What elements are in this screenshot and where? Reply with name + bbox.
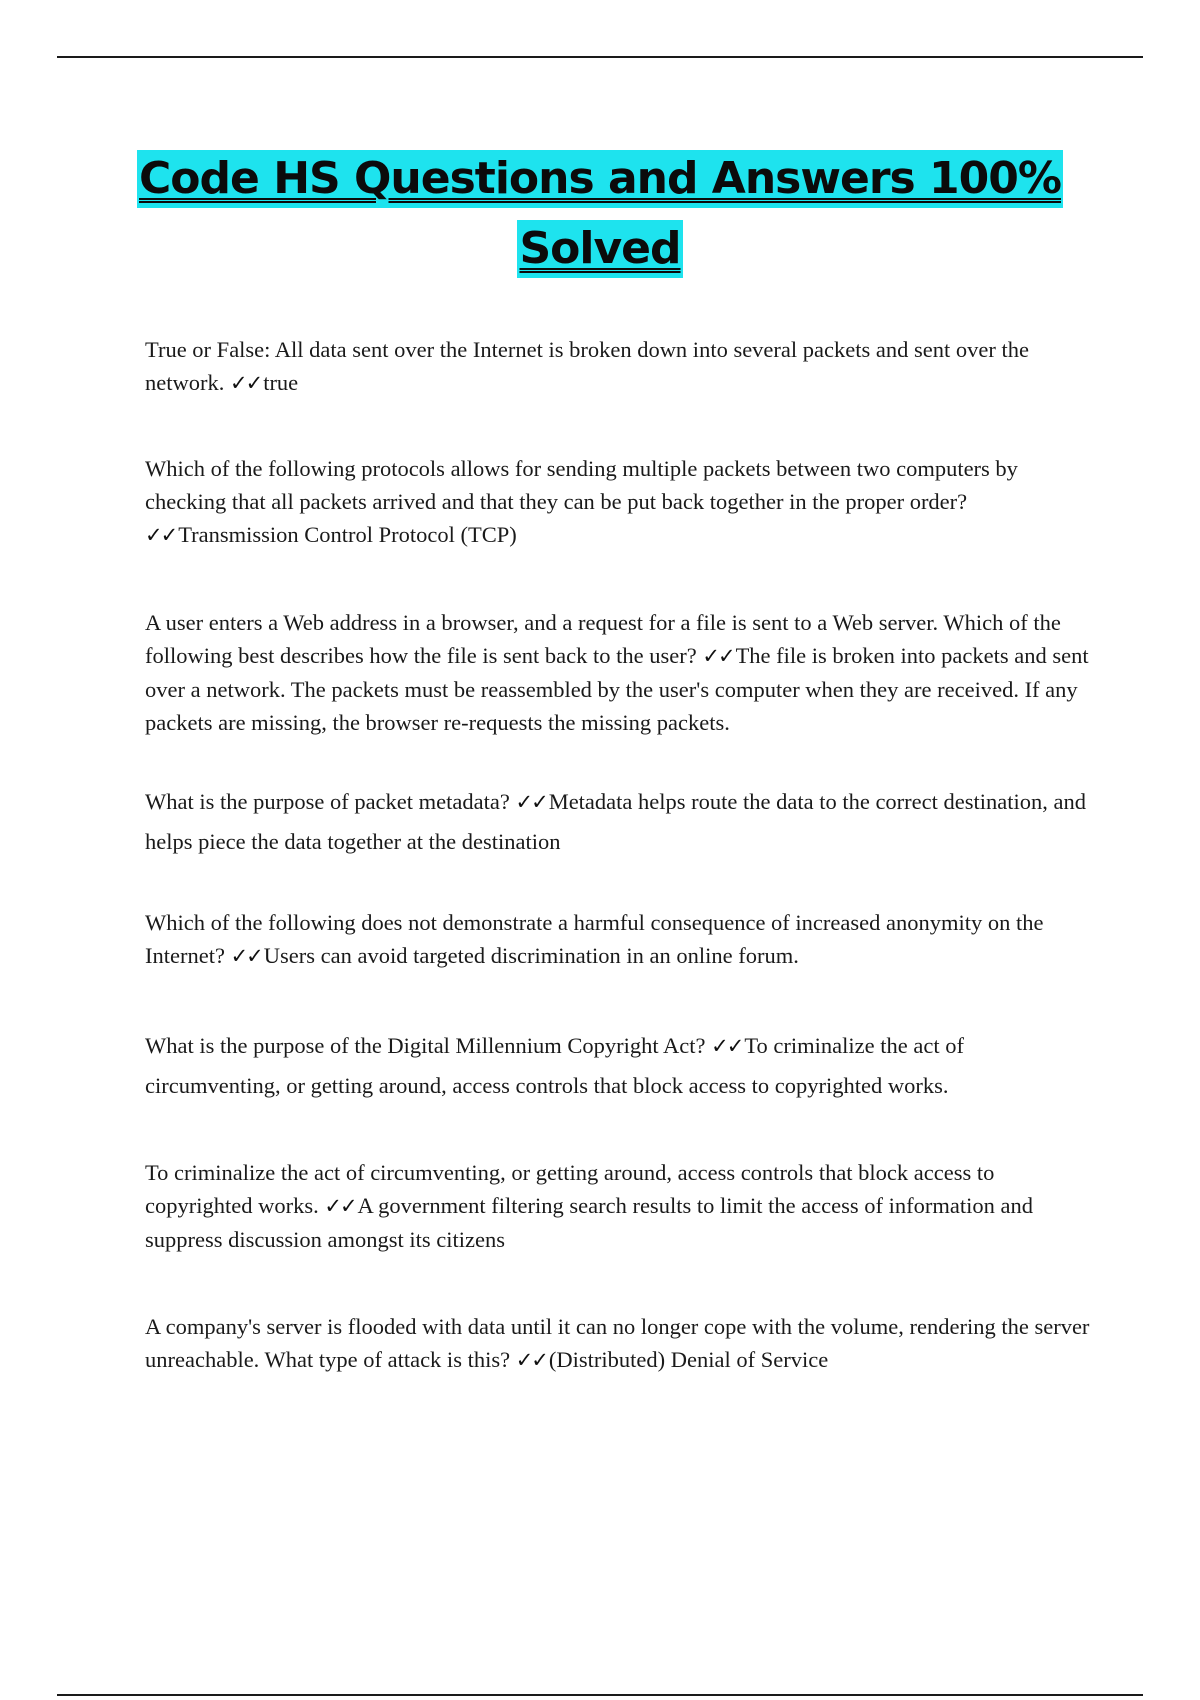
question-text: A user enters a Web address in a browser, and a request for a file is sent to a Web server. Which of the following best describes how the file is sent back to the user? [145,610,1061,668]
double-check-icon: ✓✓ [515,1348,547,1372]
question-text: Which of the following does not demonstrate a harmful consequence of increased anonymity on the Internet? [145,910,1044,968]
bottom-rule [57,1694,1143,1696]
question-text: What is the purpose of the Digital Millennium Copyright Act? [145,1033,706,1058]
double-check-icon: ✓✓ [324,1194,356,1218]
double-check-icon: ✓✓ [515,790,547,814]
answer-text: Users can avoid targeted discrimination in an online forum. [263,943,799,968]
answer-text: To criminalize the act of circumventing, or getting around, access controls that block access to copyrighted works. [145,1033,964,1098]
qa-item [145,1310,1095,1377]
qa-item [145,606,1095,739]
question-text: To criminalize the act of circumventing, or getting around, access controls that block access to copyrighted works. [145,1160,995,1218]
answer-text: Transmission Control Protocol (TCP) [178,522,517,547]
top-rule [57,56,1143,58]
answer-text: A government filtering search results to limit the access of information and suppress discussion amongst its citizens [145,1193,1033,1252]
double-check-icon: ✓✓ [229,371,262,395]
double-check-icon: ✓✓ [230,944,262,968]
page-title-line-1: Code HS Questions and Answers 100% [137,150,1063,208]
double-check-icon: ✓✓ [145,523,177,547]
answer-text: true [263,370,299,395]
qa-item [145,1156,1095,1256]
double-check-icon: ✓✓ [702,644,734,668]
answer-text: Metadata helps route the data to the correct destination, and helps piece the data together at the destination [145,789,1086,854]
qa-item [145,782,1095,862]
qa-item [145,333,1095,400]
title-block [0,150,1200,278]
answer-text: The file is broken into packets and sent over a network. The packets must be reassembled by the user's computer when they are received. If any packets are missing, the browser re-requests the missing packets. [145,643,1089,735]
page-title-line-2: Solved [517,220,682,278]
question-text: What is the purpose of packet metadata? [145,789,510,814]
qa-item [145,906,1095,973]
qa-item [145,452,1095,552]
answer-text: (Distributed) Denial of Service [548,1347,829,1372]
question-text: Which of the following protocols allows for sending multiple packets between two computers by checking that all packets arrived and that they can be put back together in the proper order? [145,456,1018,514]
qa-item [145,1026,1095,1106]
question-text: True or False: All data sent over the Internet is broken down into several packets and sent over the network. [145,337,1029,395]
question-text: A company's server is flooded with data until it can no longer cope with the volume, rendering the server unreachable. What type of attack is this? [145,1314,1090,1372]
double-check-icon: ✓✓ [711,1034,743,1058]
